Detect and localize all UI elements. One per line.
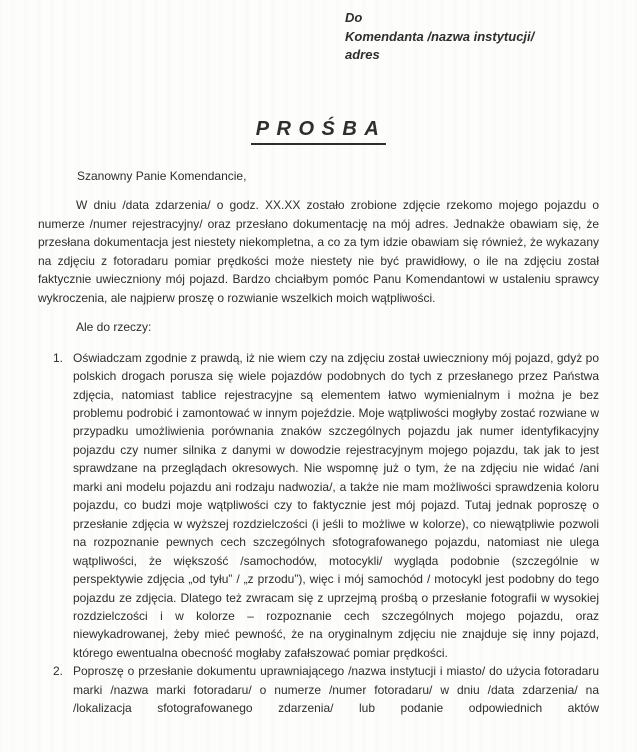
numbered-list [38,349,599,718]
recipient-line-to: Do [345,10,363,25]
intro-paragraph: W dniu /data zdarzenia/ o godz. XX.XX zostało zrobione zdjęcie rzekomo mojego pojazdu o numerze /numer rejestracyjny/ oraz przesłano dokumentację na mój adres. Jednakże obawiam się, że przesłana dokumentacja jest niestety niekompletna, a co za tym idzie obawiam się również, że wykazany na zdjęciu z fotoradaru pomiar prędkości może niestety nie być prawidłowy, o ile na zdjęciu został faktycznie uwieczniony mój pojazd. Bardzo chciałbym pomóc Panu Komendantowi w ustaleniu sprawcy wykroczenia, ale najpierw proszę o rozwianie wszelkich moich wątpliwości. [38,198,599,305]
recipient-line-institution: Komendanta /nazwa instytucji/ [345,28,535,44]
letter-title-text: PROŚBA [251,118,387,145]
list-item-2 [38,662,599,717]
recipient-block [345,9,534,65]
list-item-text: Poproszę o przesłanie dokumentu uprawniającego /nazwa instytucji i miasto/ do użycia fotoradaru marki /nazwa marki fotoradaru/ o numerze /numer fotoradaru/ w dniu /data zdarzenia/ na /lokalizacja sfotografowanego zdarzenia/ lub podanie odpowiednich aktów [73,664,599,716]
list-item-number: 2. [53,664,64,679]
list-item-1 [38,349,599,663]
list-item-text: Oświadczam zgodnie z prawdą, iż nie wiem czy na zdjęciu został uwieczniony mój pojazd, gdyż po polskich drogach porusza się wiele pojazdów podobnych do tych z przesłanego przez Państwa zdjęcia, natomiast tablice rejestracyjne są elementem łatwo wymienialnym i można je bez problemu podrobić i zamontować w innym pojeździe. Moje wątpliwości mogłyby zostać rozwiane w przypadku umożliwienia porównania znaków szczególnych pojazdu jak numer identyfikacyjny pojazdu czy numer silnika z danymi w dowodzie rejestracyjnym mojego pojazdu, tak jak to jest sprawdzane na przeglądach okresowych. Nie wspomnę już o tym, że na zdjęciu nie widać /ani marki ani modelu pojazdu ani rodzaju nadwozia/, a także nie mam możliwości sprawdzenia koloru pojazdu, co budzi moje wątpliwości czy to faktycznie jest mój pojazd. Tutaj jednak poproszę o przesłanie zdjęcia w wyższej rozdzielczości (i jeśli to możliwe w kolorze), co niewątpliwie pozwoli na rozpoznanie pewnych cech szczególnych sfotografowanego pojazdu, natomiast nie ulega wątpliwości, że większość /samochodów, motocykli/ wygląda podobnie (szczególnie w perspektywie zdjęcia „od tyłu” / „z przodu”), więc i mój samochód / motocykl jest podobny do tego pojazdu ze zdjęcia. Dlatego też zwracam się z uprzejmą prośbą o przesłanie fotografii w wysokiej rozdzielczości i w kolorze – rozpoznanie cech szczególnych mojego pojazdu, oraz niewykadrowanej, żeby mieć pewność, że na oryginalnym zdjęciu nie znajduje się inny pojazd, którego ewentualna obecność mogłaby zafałszować pomiar prędkości. [73,350,599,660]
lead-in-line: Ale do rzeczy: [76,320,152,335]
salutation: Szanowny Panie Komendancie, [77,169,247,183]
letter-title [0,118,637,145]
letter-body [38,167,599,718]
recipient-line-address: adres [345,47,380,62]
list-item-number: 1. [53,350,64,365]
